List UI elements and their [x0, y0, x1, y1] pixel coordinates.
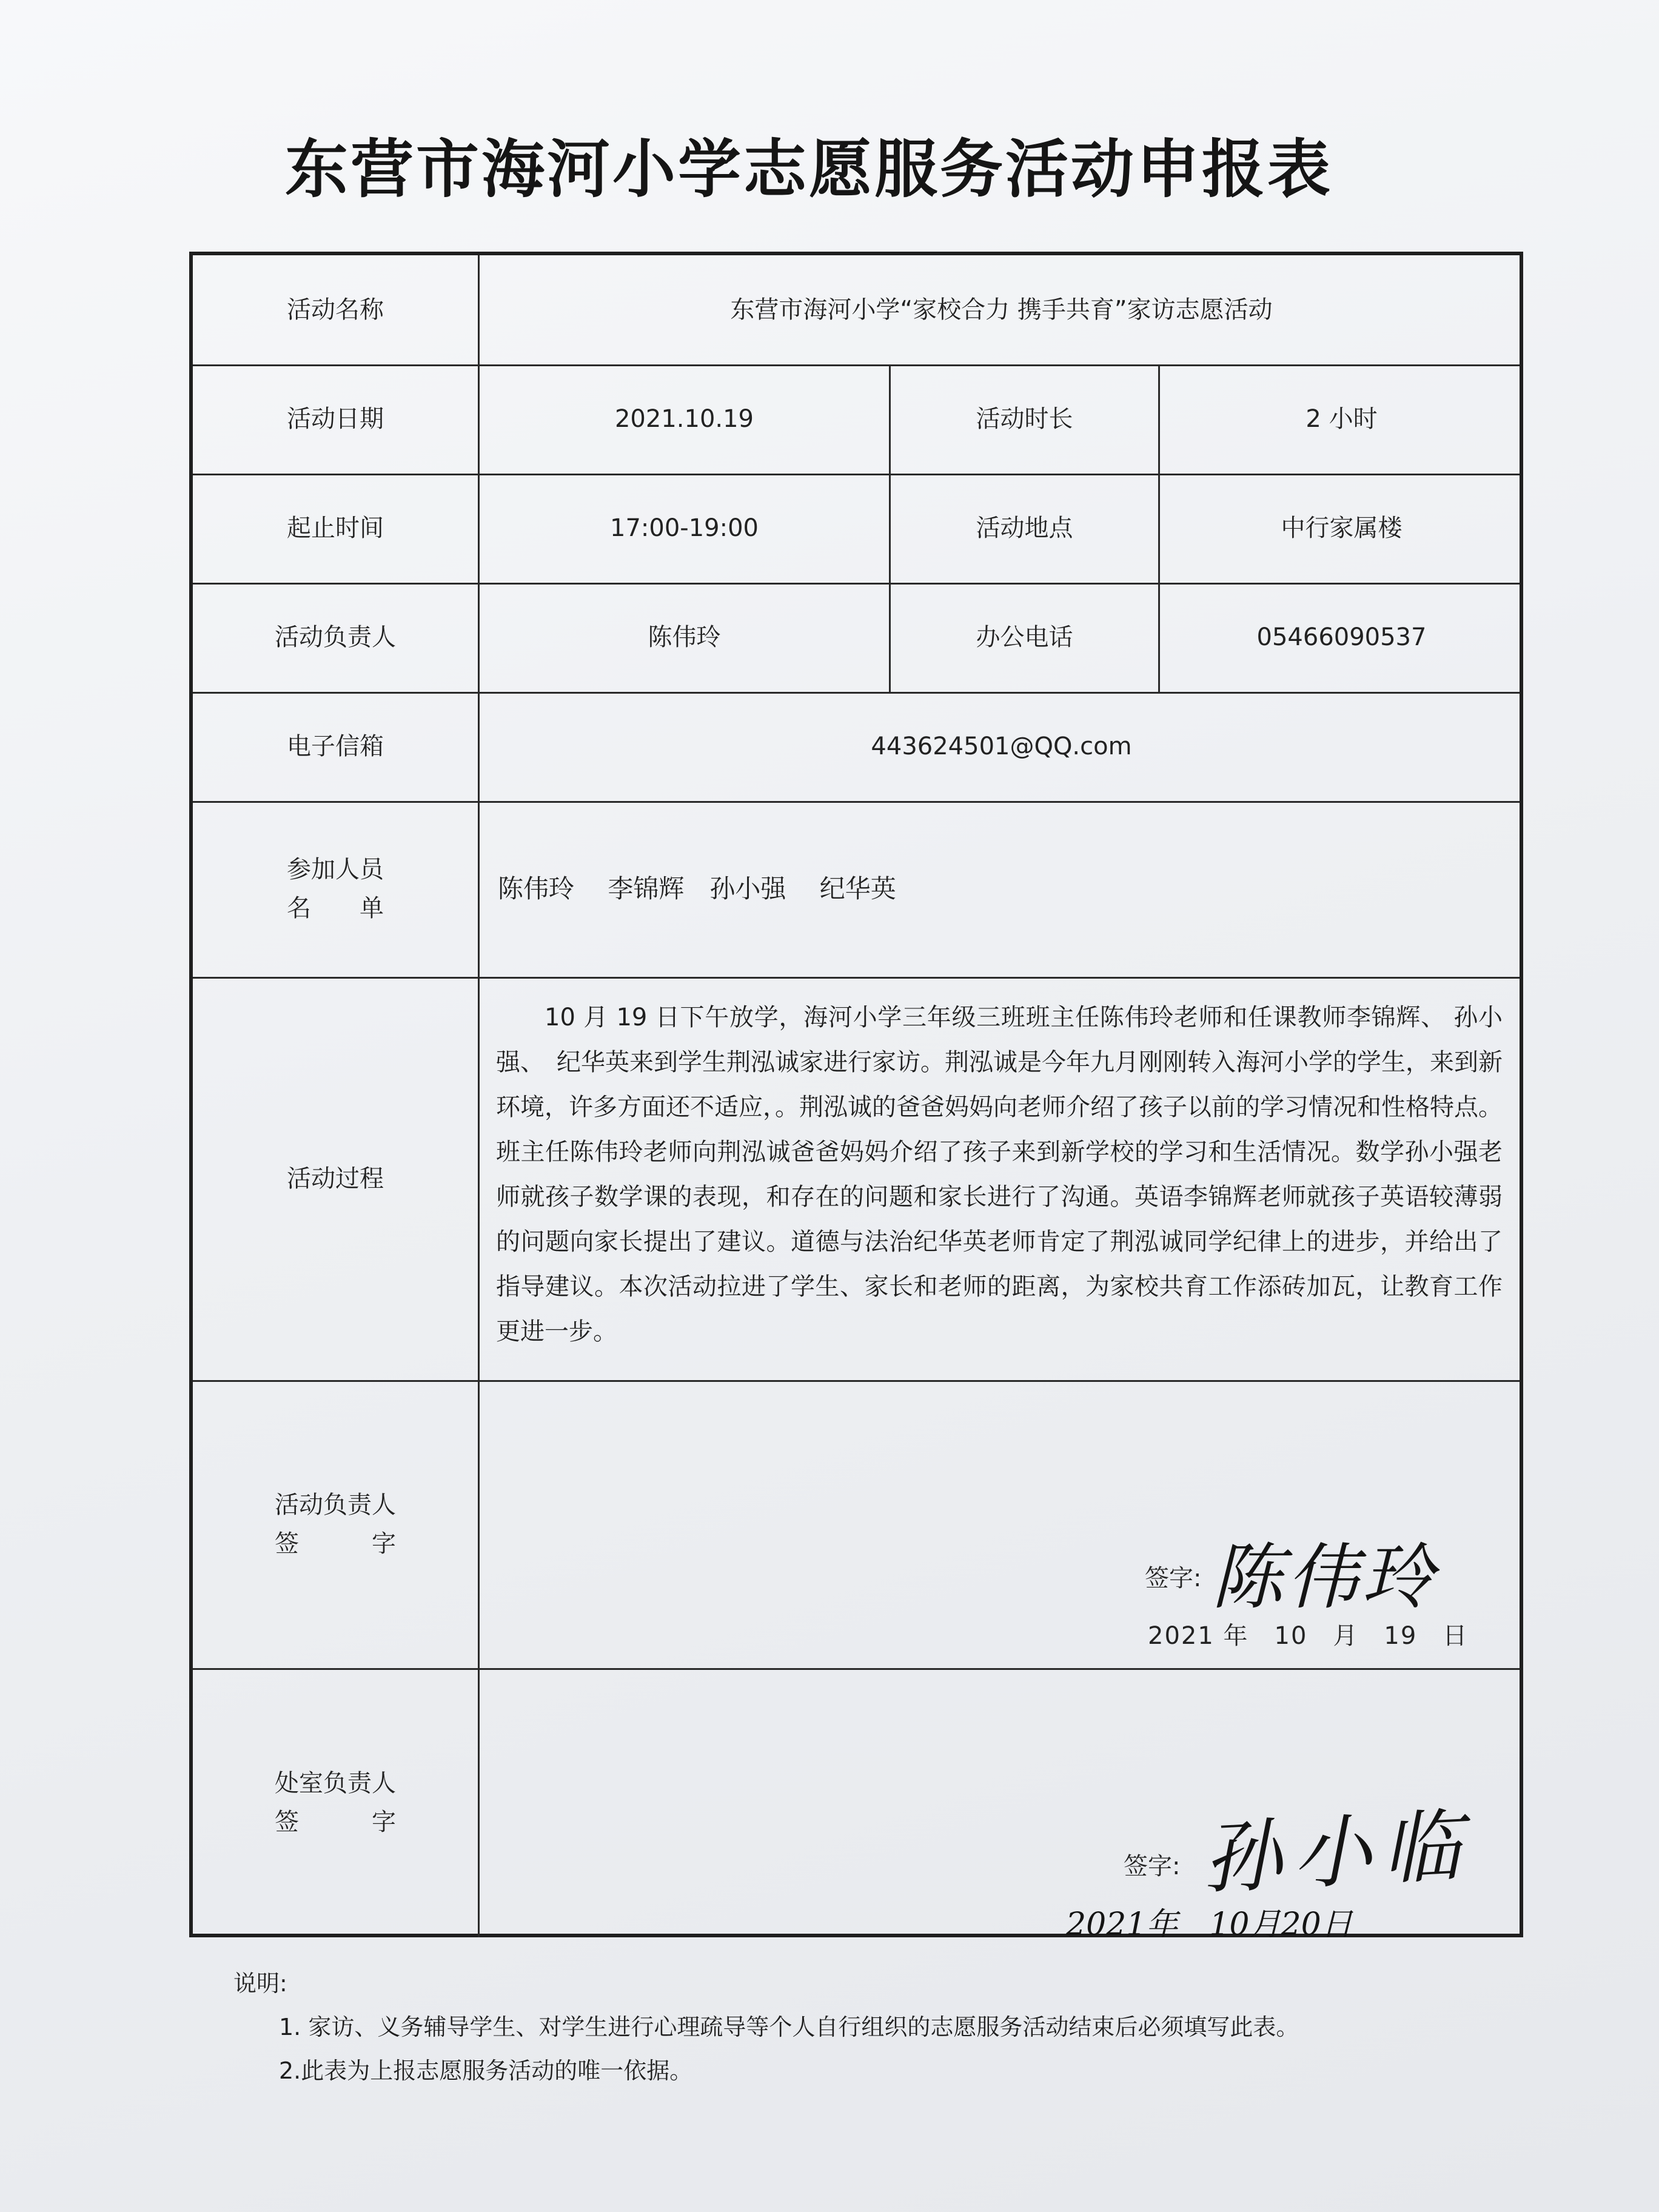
participants-label — [193, 801, 478, 977]
office-signature: 孙小临 — [1200, 1799, 1475, 1906]
activity-name-value: 东营市海河小学“家校合力 携手共育”家访志愿活动 — [730, 296, 1273, 324]
office-sign-label-line2: 签 字 — [275, 1808, 396, 1836]
process-label: 活动过程 — [287, 1164, 384, 1193]
office-sign-prefix: 签字: — [1124, 1852, 1181, 1880]
form-title: 东营市海河小学志愿服务活动申报表 — [285, 132, 1333, 206]
application-form-table — [189, 252, 1523, 1943]
phone-value: 05466090537 — [1256, 623, 1427, 651]
participants-value: 陈伟玲 李锦辉 孙小强 纪华英 — [498, 874, 896, 904]
duration-label: 活动时长 — [976, 405, 1073, 433]
participants-label-line1: 参加人员 — [287, 856, 384, 883]
office-sign-label-line1: 处室负责人 — [275, 1769, 396, 1797]
office-sign-label — [193, 1668, 478, 1937]
office-sign-date: 2021年 10月20日 — [1066, 1906, 1353, 1943]
duration-value: 2 小时 — [1305, 405, 1378, 433]
leader-sign-date: 2021 年 10 月 19 日 — [1148, 1622, 1469, 1650]
leader-sign-label-line1: 活动负责人 — [275, 1490, 396, 1519]
location-label: 活动地点 — [976, 514, 1073, 542]
leader-sign-prefix: 签字: — [1145, 1564, 1202, 1592]
location-value: 中行家属楼 — [1281, 514, 1403, 542]
time-range-label: 起止时间 — [287, 514, 384, 542]
phone-label: 办公电话 — [976, 623, 1073, 651]
activity-date-label: 活动日期 — [287, 405, 384, 433]
leader-value: 陈伟玲 — [648, 623, 721, 651]
email-label: 电子信箱 — [287, 732, 384, 760]
activity-date-value: 2021.10.19 — [614, 405, 754, 433]
process-text: 10 月 19 日下午放学，海河小学三年级三班班主任陈伟玲老师和任课教师李锦辉、 孙小强、 纪华英来到学生荆泓诚家进行家访。荆泓诚是今年九月刚刚转入海河小学的学生，来到新环境，许多方面还不适应，。荆泓诚的爸爸妈妈向老师介绍了孩子以前的学习情况和性格特点。班主任陈伟玲老师向荆泓诚爸爸妈妈介绍了孩子来到新学校的学习和生活情况。数学孙小强老师就孩子数学课的表现，和存在的问题和家长进行了沟通。英语李锦辉老师就孩子英语较薄弱的问题向家长提出了建议。道德与法治纪华英老师肯定了荆泓诚同学纪律上的进步，并给出了指导建议。本次活动拉进了学生、家长和老师的距离，为家校共育工作添砖加瓦，让教育工作更进一步。 — [496, 1004, 1503, 1346]
notes-section — [233, 1962, 1567, 2093]
leader-label: 活动负责人 — [275, 623, 396, 651]
leader-sign-label-line2: 签 字 — [275, 1529, 396, 1558]
activity-name-label: 活动名称 — [287, 296, 384, 324]
notes-heading: 说明: — [233, 1970, 287, 1997]
notes-item-2: 2.此表为上报志愿服务活动的唯一依据。 — [279, 2057, 693, 2084]
notes-item-1: 1. 家访、义务辅导学生、对学生进行心理疏导等个人自行组织的志愿服务活动结束后必须填写此表。 — [279, 2014, 1299, 2040]
participants-label-line2: 名 单 — [287, 894, 384, 922]
leader-signature: 陈伟玲 — [1212, 1535, 1438, 1619]
time-range-value: 17:00-19:00 — [610, 514, 759, 542]
leader-sign-label — [193, 1380, 478, 1668]
email-value: 443624501@QQ.com — [871, 732, 1132, 760]
